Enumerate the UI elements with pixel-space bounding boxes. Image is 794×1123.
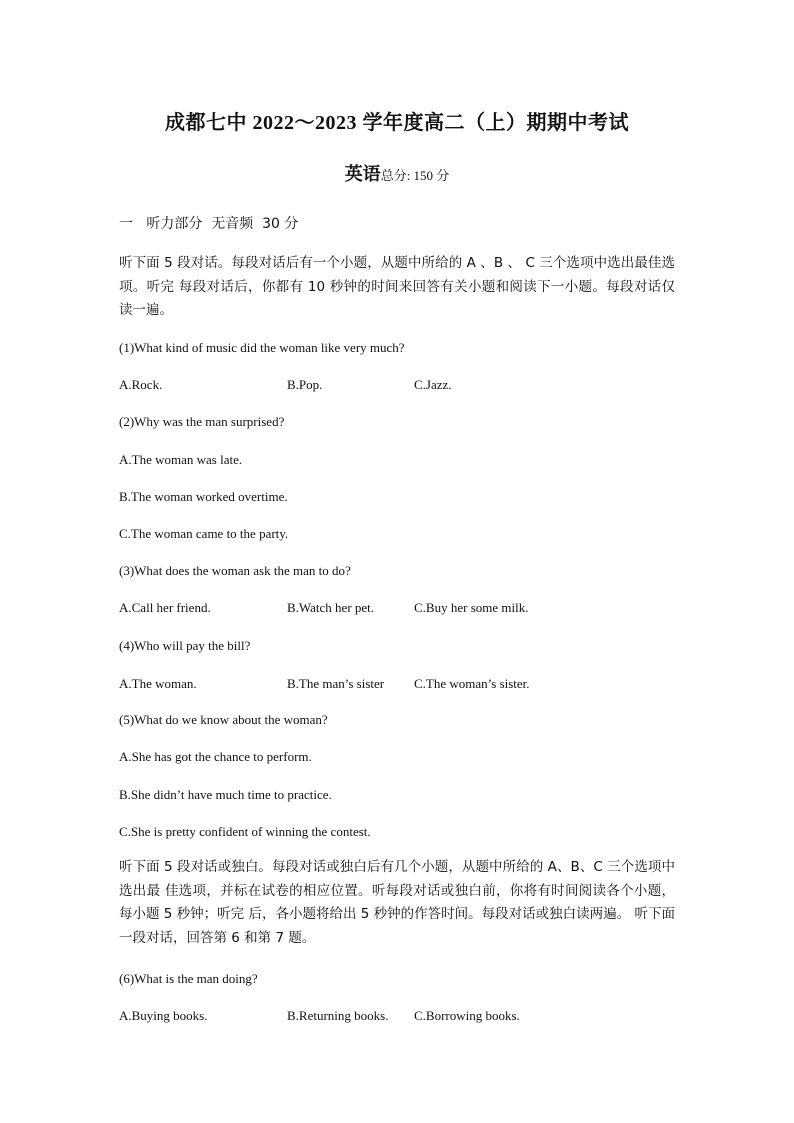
q2-option-b: B.The woman worked overtime.	[119, 489, 288, 504]
q6-option-a: A.Buying books.	[119, 1008, 208, 1023]
question-5: (5)What do we know about the woman?	[119, 712, 328, 727]
q3-option-a: A.Call her friend.	[119, 600, 211, 615]
question-1: (1)What kind of music did the woman like very much?	[119, 340, 405, 355]
section-heading: 一 听力部分 无音频 30 分	[119, 216, 299, 232]
instructions-part1: 听下面 5 段对话。每段对话后有一个小题，从题中所给的 A 、B 、 C 三个选项中选出最佳选项。听完 每段对话后，你都有 10 秒钟的时间来回答有关小题和阅读下一小题。每段对话仅读一遍。	[119, 255, 675, 318]
exam-subtitle	[0, 160, 794, 186]
q4-option-a: A.The woman.	[119, 676, 197, 691]
q6-option-c: C.Borrowing books.	[414, 1008, 520, 1023]
q2-option-a: A.The woman was late.	[119, 452, 243, 467]
question-6: (6)What is the man doing?	[119, 971, 258, 986]
q4-option-b: B.The man’s sister	[287, 676, 385, 691]
q3-option-c: C.Buy her some milk.	[414, 600, 529, 615]
question-4: (4)Who will pay the bill?	[119, 638, 251, 653]
q5-option-c: C.She is pretty confident of winning the contest.	[119, 824, 371, 839]
q6-option-b: B.Returning books.	[287, 1008, 389, 1023]
q2-option-c: C.The woman came to the party.	[119, 526, 289, 541]
total-score: 总分: 150 分	[380, 168, 450, 183]
question-3: (3)What does the woman ask the man to do?	[119, 563, 351, 578]
q1-option-b: B.Pop.	[287, 377, 323, 392]
question-2: (2)Why was the man surprised?	[119, 414, 285, 429]
q4-option-c: C.The woman’s sister.	[414, 676, 530, 691]
exam-title: 成都七中 2022～2023 学年度高二（上）期期中考试	[165, 112, 629, 134]
instructions-part2: 听下面 5 段对话或独白。每段对话或独白后有几个小题，从题中所给的 A、B、C 三个选项中选出最 佳选项，并标在试卷的相应位置。听每段对话或独白前，你将有时间阅读各个小题，每小题 5 秒钟；听完 后，各小题将给出 5 秒钟的作答时间。每段对话或独白读两遍。 听下面一段对话，回答第 6 和第 7 题。	[119, 859, 675, 946]
q5-option-b: B.She didn’t have much time to practice.	[119, 787, 332, 802]
q5-option-a: A.She has got the chance to perform.	[119, 749, 312, 764]
q1-option-a: A.Rock.	[119, 377, 163, 392]
q3-option-b: B.Watch her pet.	[287, 600, 375, 615]
q1-option-c: C.Jazz.	[414, 377, 452, 392]
subject-label: 英语	[344, 164, 381, 184]
